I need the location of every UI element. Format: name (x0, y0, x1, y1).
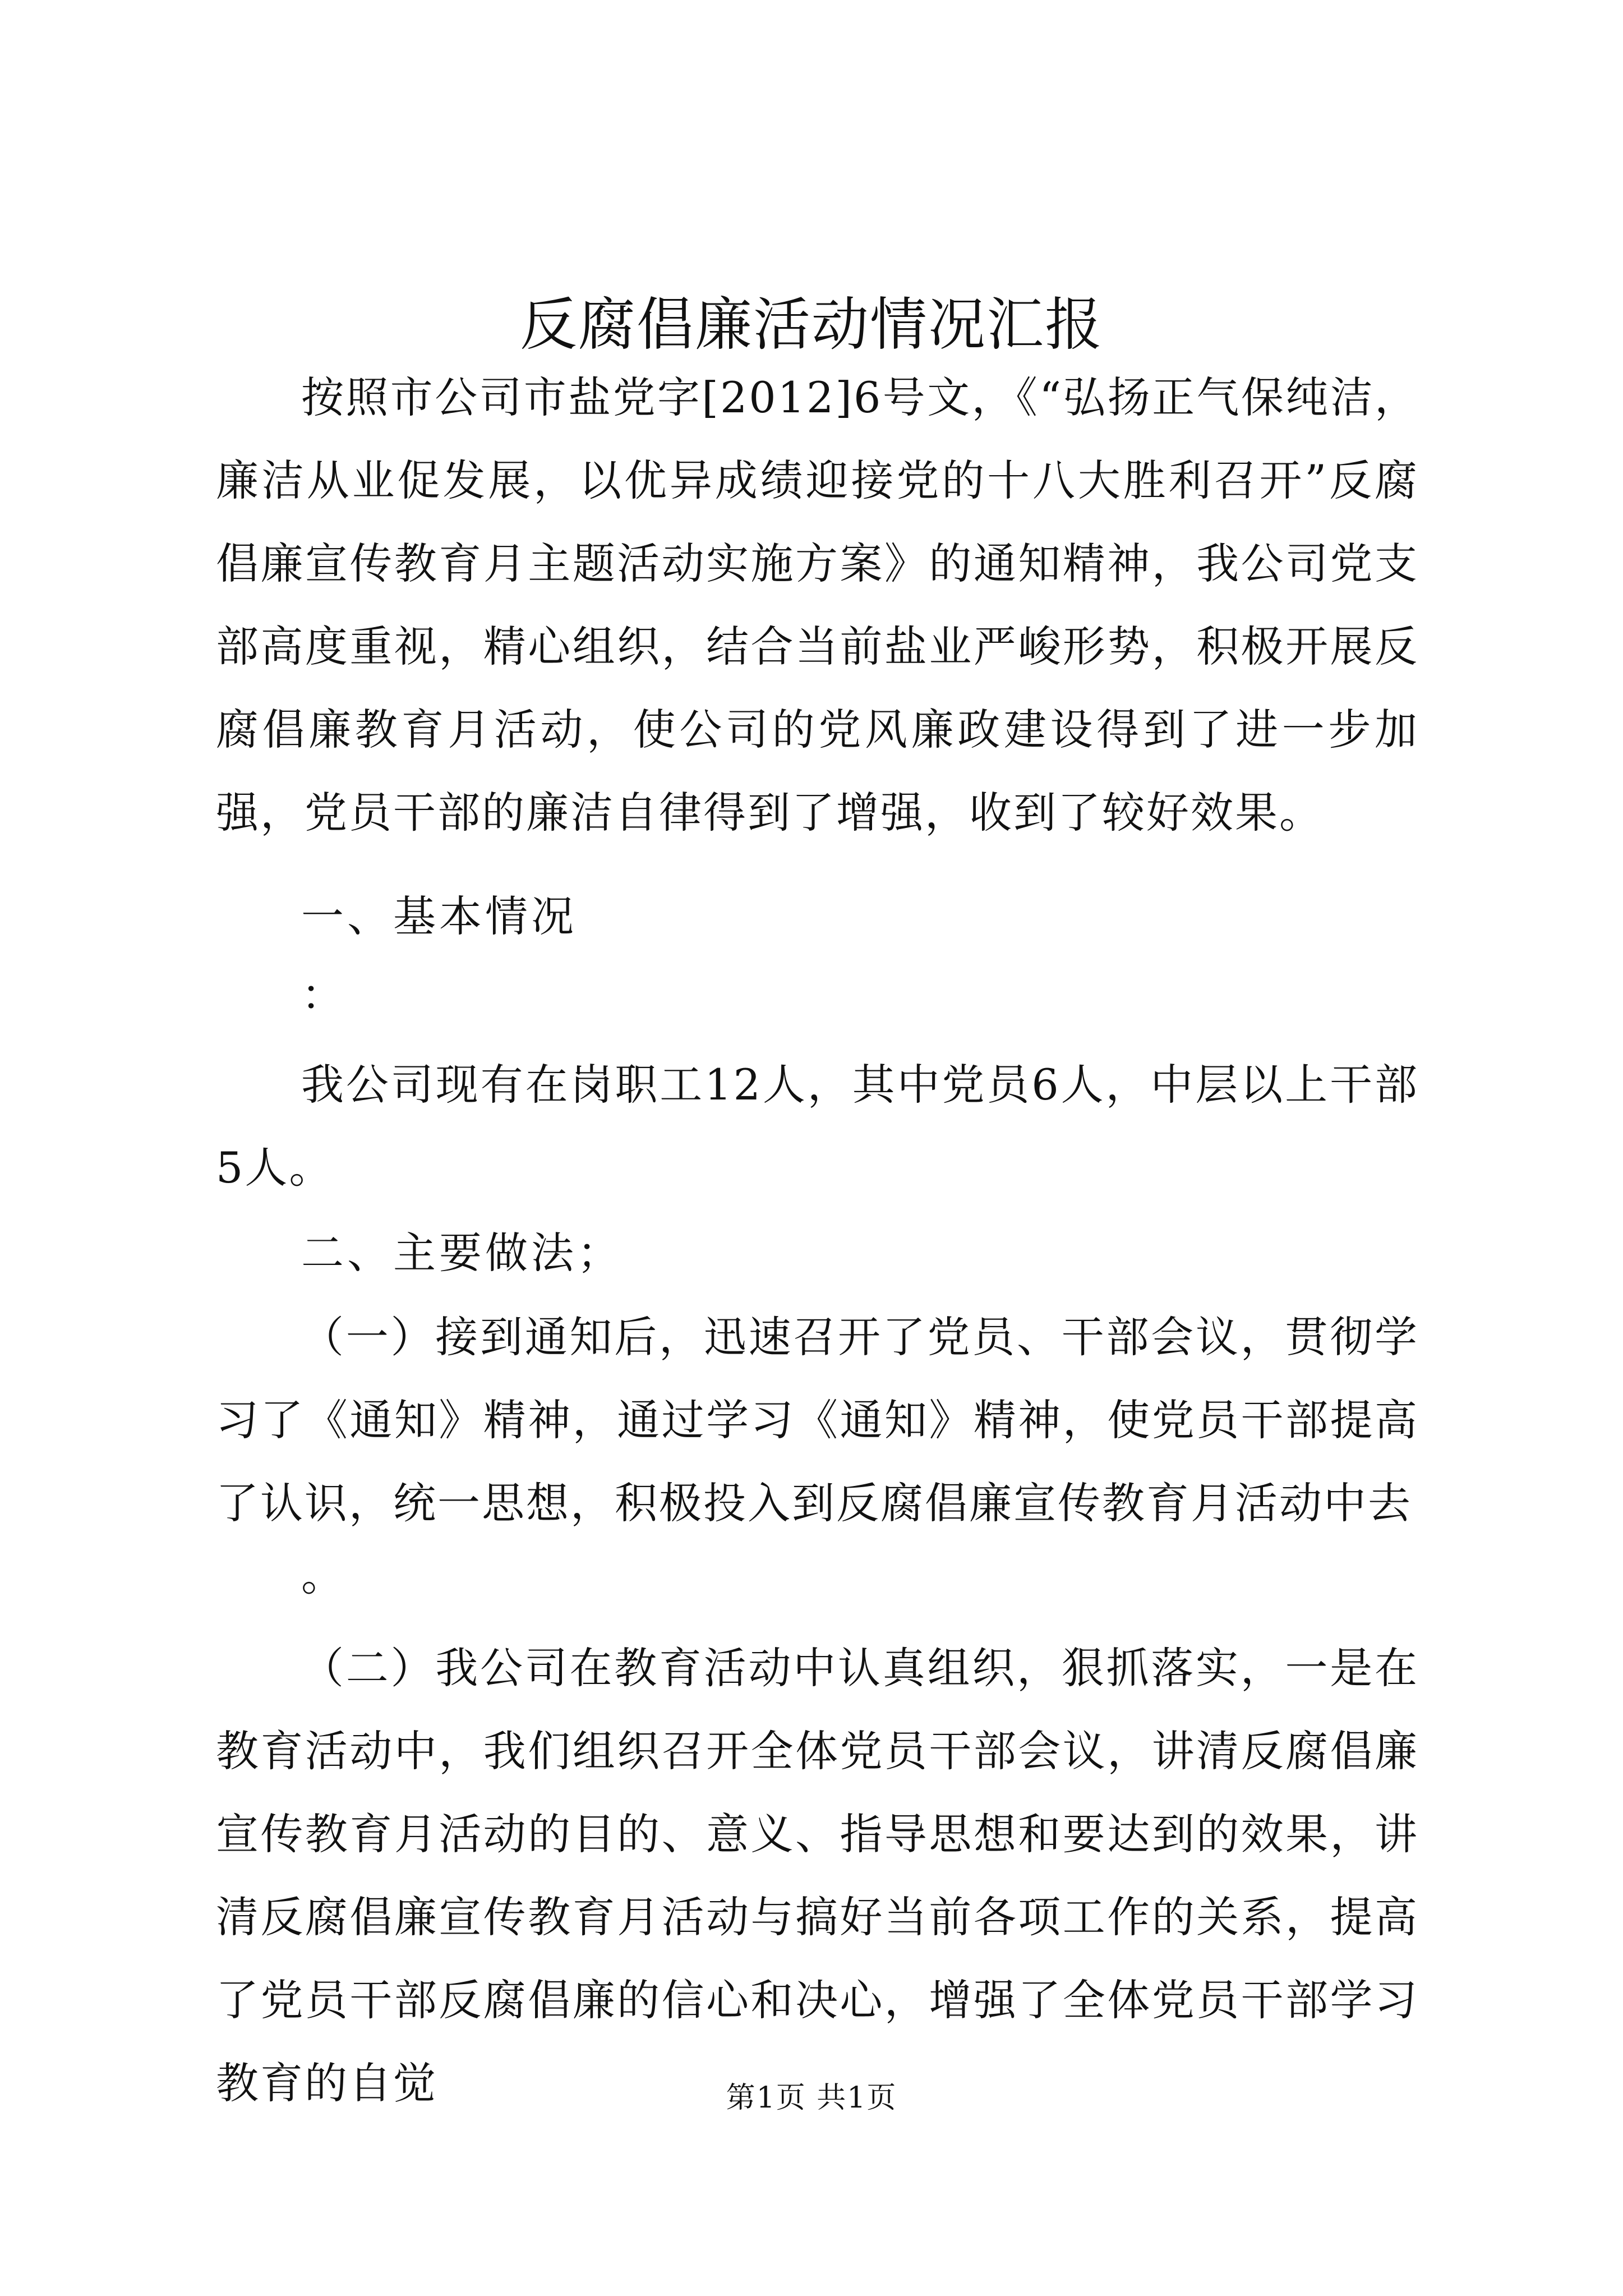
page-footer: 第1页 共1页 (726, 2081, 897, 2115)
intro-paragraph: 按照市公司市盐党字[2012]6号文，《“弘扬正气保纯洁，廉洁从业促发展，以优异成绩迎接党的十八大胜利召开”反腐倡廉宣传教育月主题活动实施方案》的通知精神，我公司党支部高度重视，精心组织，结合当前盐业严峻形势，积极开展反腐倡廉教育月活动，使公司的党风廉政建设得到了进一步加强，党员干部的廉洁自律得到了增强，收到了较好效果。 (216, 372, 1419, 838)
item-one-paragraph: （一）接到通知后，迅速召开了党员、干部会议，贯彻学习了《通知》精神，通过学习《通知》精神，使党员干部提高了认识，统一思想，积极投入到反腐倡廉宣传教育月活动中去 (216, 1312, 1419, 1528)
section-colon: ： (301, 970, 344, 1020)
document-title: 反腐倡廉活动情况汇报 (520, 292, 1103, 358)
item-one-period: 。 (301, 1550, 344, 1600)
item-two-paragraph: （二）我公司在教育活动中认真组织，狠抓落实，一是在教育活动中，我们组织召开全体党员干部会议，讲清反腐倡廉宣传教育月活动的目的、意义、指导思想和要达到的效果，讲清反腐倡廉宣传教育月活动与搞好当前各项工作的关系，提高了党员干部反腐倡廉的信心和决心，增强了全体党员干部学习教育的自觉 (216, 1643, 1419, 2108)
section-heading-main-practices: 二、主要做法； (301, 1228, 623, 1278)
section-heading-basic-info: 一、基本情况 (301, 891, 577, 941)
staff-count-paragraph: 我公司现有在岗职工12人，其中党员6人，中层以上干部5人。 (216, 1060, 1419, 1193)
